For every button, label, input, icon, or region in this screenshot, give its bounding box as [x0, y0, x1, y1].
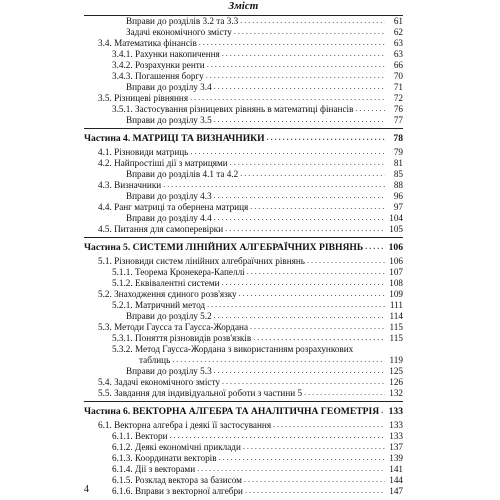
toc-page-number: 66 [393, 60, 403, 70]
toc-page-number: 141 [389, 464, 403, 474]
chapter-separator [84, 128, 403, 129]
toc-page-number: 109 [389, 289, 403, 299]
dot-leader [214, 366, 385, 377]
toc-entry-label: 5.3.2. Метод Гаусса-Жордана з використанням розрахункових [112, 344, 354, 354]
dot-leader [170, 431, 385, 442]
dot-leader [253, 333, 385, 344]
dot-leader [207, 300, 385, 311]
toc-page-number: 96 [393, 191, 403, 201]
toc-entry[interactable] [84, 333, 403, 344]
dot-leader [207, 60, 385, 71]
toc-page-number: 70 [393, 71, 403, 81]
dot-leader [225, 224, 385, 235]
toc-entry-label: таблиць [139, 355, 171, 365]
toc-entry-label: Частина 5. СИСТЕМИ ЛІНІЙНИХ АЛГЕБРАЇЧНИХ РІВНЯНЬ [84, 242, 364, 253]
toc-entry[interactable] [84, 180, 403, 191]
toc-entry-label: 3.4.1. Рахунки накопичення [112, 49, 220, 59]
toc-entry[interactable] [84, 147, 403, 158]
toc-entry-label: 4.4. Ранг матриці та обернена матриця [98, 202, 249, 212]
dot-leader [172, 355, 385, 366]
toc-page-number: 115 [389, 333, 403, 343]
toc-page-number: 106 [389, 256, 403, 266]
toc-entry[interactable] [84, 289, 403, 300]
dot-leader [206, 71, 385, 82]
toc-page-number: 61 [393, 16, 403, 26]
toc-entry[interactable] [84, 158, 403, 169]
dot-leader [240, 169, 385, 180]
dot-leader [199, 38, 385, 49]
toc-entry[interactable] [84, 344, 403, 355]
toc-entry[interactable] [84, 431, 403, 442]
dot-leader [381, 407, 385, 418]
toc-entry[interactable] [84, 93, 403, 104]
toc-entry-label: 3.4.2. Розрахунки ренти [112, 60, 205, 70]
toc-entry-label: 6.1. Векторна алгебра і деякі її застосування [98, 420, 272, 430]
toc-page-number: 105 [389, 224, 403, 234]
toc-page-number: 63 [393, 38, 403, 48]
toc-entry-label: 5.1.2. Еквівалентні системи [112, 278, 220, 288]
toc-page-number: 139 [389, 453, 403, 463]
toc-page-number: 88 [393, 180, 403, 190]
toc-page-number: 63 [393, 49, 403, 59]
toc-chapter-entry[interactable] [84, 242, 403, 254]
toc-entry[interactable] [84, 224, 403, 235]
dot-leader [222, 278, 385, 289]
toc-chapter-entry[interactable] [84, 133, 403, 145]
toc-entry[interactable] [84, 475, 403, 486]
dot-leader [240, 16, 385, 27]
toc-page-number: 76 [393, 104, 403, 114]
toc-page-number: 119 [389, 355, 403, 365]
toc-entry[interactable] [84, 442, 403, 453]
toc-page-number: 111 [389, 300, 403, 310]
dot-leader [273, 420, 385, 431]
toc-entry[interactable] [84, 202, 403, 213]
toc-entry[interactable] [84, 38, 403, 49]
toc-entry-label: Частина 6. ВЕКТОРНА АЛГЕБРА ТА АНАЛІТИЧНА ГЕОМЕТРІЯ [84, 406, 380, 417]
toc-entry-label: 5.3.1. Поняття різновидів розв'язків [112, 333, 252, 343]
toc-page-number: 115 [389, 322, 403, 332]
toc-page-number: 133 [388, 406, 403, 417]
toc-page-number: 126 [389, 377, 403, 387]
toc-entry-label: Вправи до розділів 3.2 та 3.3 [126, 16, 239, 26]
toc-page-number: 104 [389, 213, 403, 223]
dot-leader [214, 191, 385, 202]
toc-entry[interactable] [84, 82, 403, 93]
toc-entry-label: 6.1.4. Дії з векторами [112, 464, 196, 474]
toc-entry-label: 6.1.6. Вправи з векторної алгебри [112, 486, 243, 496]
toc-page-number: 97 [393, 202, 403, 212]
dot-leader [304, 388, 385, 399]
toc-page-number: 107 [389, 267, 403, 277]
toc-page-number: 62 [393, 27, 403, 37]
toc-entry-label: Задачі економічного змісту [126, 27, 232, 37]
toc-entry-label: 3.4.3. Погашення боргу [112, 71, 204, 81]
toc-entry[interactable] [84, 16, 403, 27]
toc-entry[interactable] [84, 311, 403, 322]
running-header [84, 0, 403, 16]
dot-leader [250, 322, 385, 333]
toc-entry-label: 6.1.2. Деякі економічні приклади [112, 442, 241, 452]
toc-entry-label: 5.2.1. Матричний метод [112, 300, 206, 310]
dot-leader [307, 256, 385, 267]
toc-entry[interactable] [84, 366, 403, 377]
toc-entry-label: Вправи до розділу 5.3 [126, 366, 212, 376]
toc-entry[interactable] [84, 104, 403, 115]
toc-entry-label: 5.3. Методи Гаусса та Гаусса-Жордана [98, 322, 249, 332]
toc-page-number: 85 [393, 169, 403, 179]
table-of-contents [84, 16, 403, 497]
toc-entry-label: 5.1.1. Теорема Кронекера-Капеллі [112, 267, 245, 277]
toc-page-number: 106 [388, 242, 403, 253]
dot-leader [163, 180, 385, 191]
toc-page-number: 147 [389, 486, 403, 496]
toc-entry[interactable] [84, 27, 403, 38]
toc-entry-label: 5.2. Знаходження єдиного розв'язку [98, 289, 237, 299]
dot-leader [219, 453, 385, 464]
dot-leader [214, 115, 385, 126]
toc-page-number: 108 [389, 278, 403, 288]
toc-entry-label: Вправи до розділу 4.4 [126, 213, 212, 223]
toc-entry-label: 3.4. Математика фінансів [98, 38, 197, 48]
toc-page-number: 78 [393, 133, 403, 144]
toc-entry[interactable] [84, 420, 403, 431]
dot-leader [234, 27, 385, 38]
toc-entry[interactable] [84, 377, 403, 388]
dot-leader [190, 93, 385, 104]
chapter-separator [84, 237, 403, 238]
toc-entry-label: Вправи до розділу 5.2 [126, 311, 212, 321]
toc-entry[interactable] [84, 464, 403, 475]
toc-entry[interactable] [84, 453, 403, 464]
dot-leader [239, 289, 385, 300]
toc-page-number: 137 [389, 442, 403, 452]
dot-leader [214, 213, 385, 224]
dot-leader [247, 267, 385, 278]
toc-entry-label: 5.5. Завдання для індивідуальної роботи з частини 5 [98, 388, 303, 398]
toc-entry-label: 4.2. Найпростіші дії з матрицями [98, 158, 228, 168]
toc-entry-label: 6.1.3. Координати векторів [112, 453, 217, 463]
toc-entry-label: 3.5.1. Застосування різницевих рівнянь в математиці фінансів [112, 104, 354, 114]
toc-entry[interactable] [84, 256, 403, 267]
dot-leader [355, 104, 385, 115]
toc-entry[interactable] [84, 355, 403, 366]
toc-page-number: 144 [389, 475, 403, 485]
toc-entry[interactable] [84, 388, 403, 399]
toc-page-number: 81 [393, 158, 403, 168]
dot-leader [230, 158, 385, 169]
chapter-separator [84, 401, 403, 402]
toc-page-number: 133 [389, 431, 403, 441]
toc-entry-label: 4.5. Питання для самоперевірки [98, 224, 224, 234]
toc-entry-label: Вправи до розділів 4.1 та 4.2 [126, 169, 239, 179]
toc-entry-label: 6.1.5. Розклад вектора за базисом [112, 475, 242, 485]
toc-entry[interactable] [84, 278, 403, 289]
dot-leader [222, 377, 385, 388]
toc-entry[interactable] [84, 191, 403, 202]
dot-leader [250, 202, 385, 213]
header-title: Зміст [228, 0, 259, 12]
toc-entry[interactable] [84, 322, 403, 333]
toc-page-number: 77 [393, 115, 403, 125]
toc-entry-label: 3.5. Різницеві рівняння [98, 93, 189, 103]
toc-entry-label: Вправи до розділу 4.3 [126, 191, 212, 201]
dot-leader [214, 311, 385, 322]
toc-entry-label: Вправи до розділу 3.4 [126, 82, 212, 92]
toc-chapter-entry[interactable] [84, 406, 403, 418]
toc-page-number: 114 [389, 311, 403, 321]
dot-leader [197, 464, 385, 475]
dot-leader [365, 243, 385, 254]
toc-entry[interactable] [84, 267, 403, 278]
toc-entry[interactable] [84, 49, 403, 60]
toc-entry[interactable] [84, 60, 403, 71]
toc-entry-label: 6.1.1. Вектори [112, 431, 168, 441]
toc-entry-label: Вправи до розділу 3.5 [126, 115, 212, 125]
toc-page-number: 132 [389, 388, 403, 398]
dot-leader [214, 82, 385, 93]
toc-entry[interactable] [84, 213, 403, 224]
dot-leader [267, 134, 385, 145]
page-number: 4 [84, 484, 89, 495]
toc-entry[interactable] [84, 300, 403, 311]
toc-page-number: 125 [389, 366, 403, 376]
toc-page-number: 71 [393, 82, 403, 92]
toc-entry[interactable] [84, 486, 403, 497]
dot-leader [244, 475, 385, 486]
toc-page-number: 133 [389, 420, 403, 430]
toc-entry-label: 5.4. Задачі економічного змісту [98, 377, 220, 387]
dot-leader [243, 442, 385, 453]
toc-page-number: 79 [393, 147, 403, 157]
toc-entry[interactable] [84, 115, 403, 126]
toc-entry-label: 4.1. Різновиди матриць [98, 147, 189, 157]
dot-leader [222, 49, 385, 60]
toc-entry[interactable] [84, 71, 403, 82]
dot-leader [245, 486, 385, 497]
toc-entry-label: 5.1. Різновиди систем лінійних алгебраїчних рівнянь [98, 256, 305, 266]
toc-entry[interactable] [84, 169, 403, 180]
toc-entry-label: Частина 4. МАТРИЦІ ТА ВИЗНАЧНИКИ [84, 133, 265, 144]
toc-entry-label: 4.3. Визначники [98, 180, 162, 190]
toc-page-number: 72 [393, 93, 403, 103]
dot-leader [190, 147, 385, 158]
